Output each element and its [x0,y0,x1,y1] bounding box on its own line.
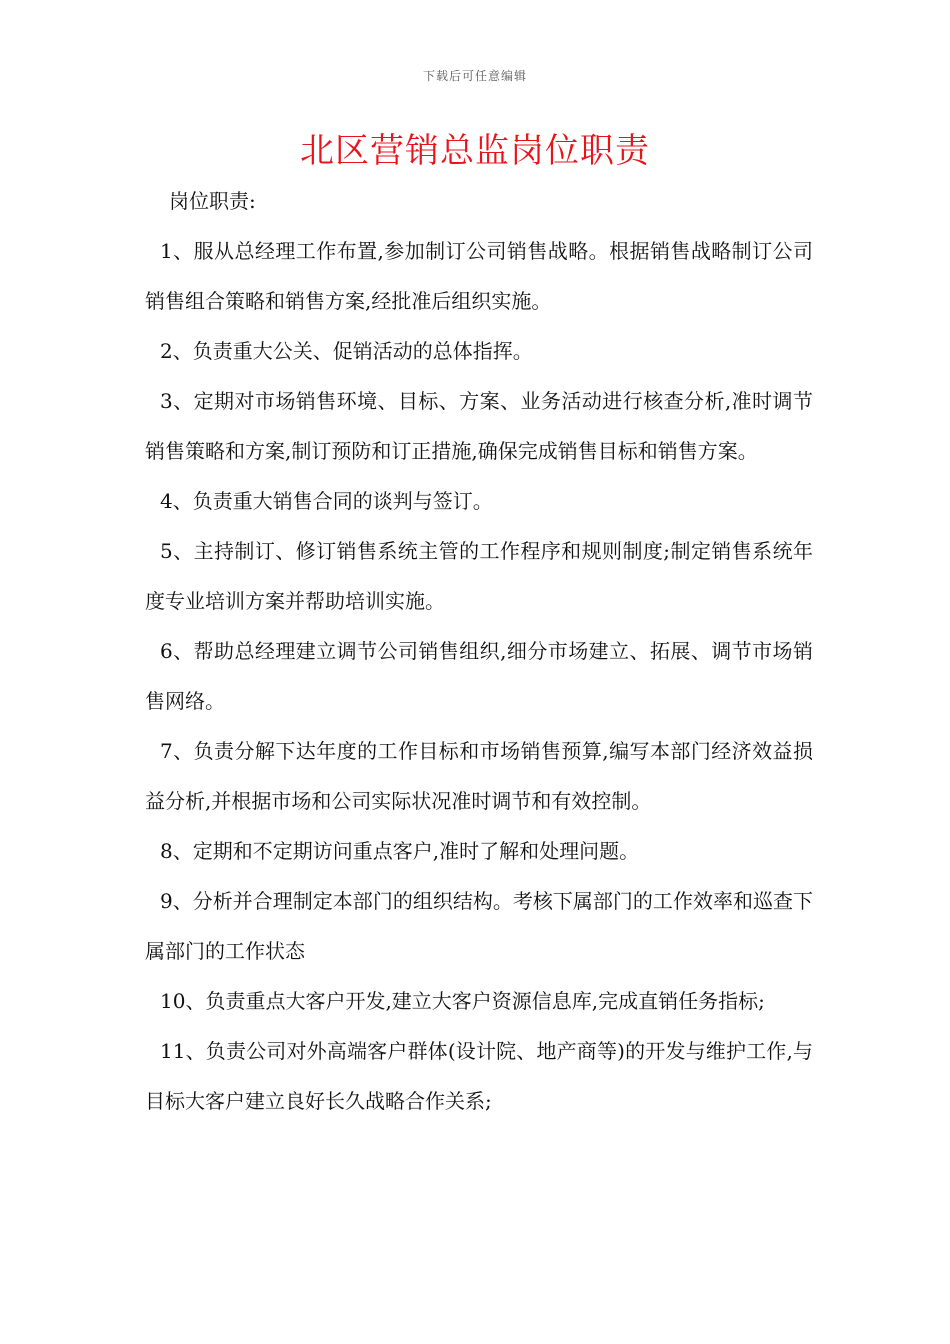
document-body [145,176,813,1126]
header-note: 下载后可任意编辑 [422,69,527,83]
list-item: 1、服从总经理工作布置,参加制订公司销售战略。根据销售战略制订公司销售组合策略和销售方案,经批准后组织实施。 [145,239,813,313]
list-item: 6、帮助总经理建立调节公司销售组织,细分市场建立、拓展、调节市场销售网络。 [145,639,813,713]
list-item: 7、负责分解下达年度的工作目标和市场销售预算,编写本部门经济效益损益分析,并根据市场和公司实际状况准时调节和有效控制。 [145,739,813,813]
list-item: 9、分析并合理制定本部门的组织结构。考核下属部门的工作效率和巡查下属部门的工作状态 [145,889,813,963]
list-item: 8、定期和不定期访问重点客户,准时了解和处理问题。 [160,839,640,863]
list-item: 10、负责重点大客户开发,建立大客户资源信息库,完成直销任务指标; [160,989,765,1013]
page-title: 北区营销总监岗位职责 [300,131,650,171]
list-item: 4、负责重大销售合同的谈判与签订。 [160,489,493,513]
list-item: 5、主持制订、修订销售系统主管的工作程序和规则制度;制定销售系统年度专业培训方案并帮助培训实施。 [145,539,813,613]
list-item: 2、负责重大公关、促销活动的总体指挥。 [160,339,533,363]
section-label: 岗位职责: [169,189,256,213]
list-item: 3、定期对市场销售环境、目标、方案、业务活动进行核查分析,准时调节销售策略和方案,制订预防和订正措施,确保完成销售目标和销售方案。 [145,389,813,463]
list-item: 11、负责公司对外高端客户群体(设计院、地产商等)的开发与维护工作,与目标大客户建立良好长久战略合作关系; [145,1039,813,1113]
